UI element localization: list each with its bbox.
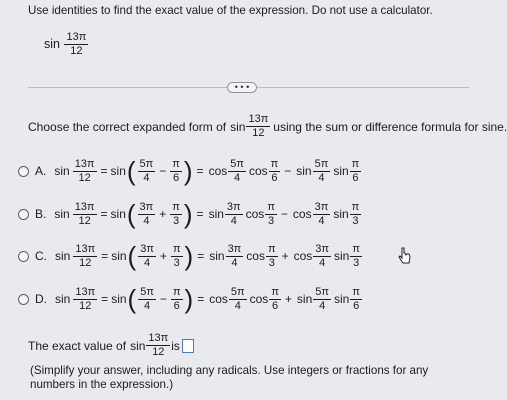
rhs-fraction <box>313 244 331 269</box>
rhs-fn: sin <box>333 207 349 221</box>
rhs-fraction-den: 4 <box>319 256 326 269</box>
inner-b <box>170 159 182 184</box>
inner-b-den: 6 <box>173 171 180 184</box>
rhs-fraction-num: π <box>270 157 279 170</box>
inner-a-den: 4 <box>143 214 150 227</box>
rhs-fraction <box>350 202 362 227</box>
inner-operator: + <box>159 249 167 263</box>
sin-fn: sin <box>110 164 126 178</box>
rhs-fraction-num: π <box>267 242 276 255</box>
prompt-pre: Choose the correct expanded form of <box>28 119 227 134</box>
rhs-operator: + <box>281 249 289 263</box>
rhs-fraction-num: π <box>352 285 360 298</box>
radio-button[interactable] <box>18 294 29 305</box>
rhs-fraction-num: 3π <box>227 242 242 255</box>
rhs-fn: sin <box>333 164 349 178</box>
rhs-fraction-den: 3 <box>268 256 275 269</box>
rhs-fn: sin <box>208 207 224 221</box>
left-paren: ( <box>127 241 137 271</box>
answer-pre: The exact value of <box>28 338 127 353</box>
lhs-fraction-den: 12 <box>79 299 92 312</box>
inner-a-den: 4 <box>144 299 151 312</box>
answer-num: 13π <box>148 332 169 344</box>
option-c[interactable] <box>18 243 363 269</box>
rhs-fraction <box>313 202 331 227</box>
option-letter: D. <box>35 292 47 306</box>
radio-button[interactable] <box>18 209 29 220</box>
option-a[interactable] <box>18 158 362 184</box>
right-paren: ) <box>183 199 193 229</box>
inner-a-num: 3π <box>140 242 154 255</box>
rhs-fraction-num: π <box>267 200 275 213</box>
rhs-fraction-num: π <box>351 200 360 213</box>
inner-a <box>138 287 156 312</box>
rhs-fraction-num: 5π <box>314 157 329 170</box>
lhs-fraction-num: 13π <box>75 242 96 255</box>
left-paren: ( <box>126 156 136 186</box>
rhs-fraction-num: π <box>352 242 360 255</box>
rhs-fraction <box>225 202 243 227</box>
inner-operator: − <box>159 292 167 306</box>
hint-text: (Simplify your answer, including any radicals. Use integers or fractions for any numbers in the expression.) <box>30 364 429 391</box>
option-b[interactable] <box>18 201 362 227</box>
inner-b-num: π <box>172 200 180 213</box>
expression-fn: sin <box>44 36 60 51</box>
sin-fn: sin <box>111 292 127 306</box>
lhs-fraction <box>73 244 97 269</box>
inner-a-num: 3π <box>139 200 154 213</box>
rhs-fn: cos <box>249 292 269 306</box>
lhs-fraction <box>73 159 97 184</box>
right-paren: ) <box>183 156 193 186</box>
inner-a-num: 5π <box>140 285 154 298</box>
rhs-fraction-den: 4 <box>231 256 238 269</box>
inner-a-num: 5π <box>139 157 154 170</box>
answer-is: is <box>171 338 180 353</box>
inner-a-den: 4 <box>143 171 150 184</box>
lhs-fraction-num: 13π <box>74 157 95 170</box>
equals-sign: = <box>197 249 205 263</box>
inner-b-den: 3 <box>173 256 180 269</box>
rhs-fraction-num: 3π <box>315 242 329 255</box>
inner-b-den: 3 <box>173 214 180 227</box>
right-paren: ) <box>184 284 194 314</box>
lhs-fraction <box>73 287 97 312</box>
expression-den: 12 <box>70 45 83 57</box>
rhs-fraction-den: 4 <box>319 299 326 312</box>
right-paren: ) <box>184 241 194 271</box>
rhs-fraction-num: π <box>271 285 279 298</box>
answer-line <box>28 333 194 358</box>
rhs-fn: cos <box>209 292 228 306</box>
lhs-fn: sin <box>54 207 70 221</box>
rhs-fraction-den: 3 <box>352 214 359 227</box>
rhs-fraction-den: 3 <box>268 214 275 227</box>
rhs-fn: cos <box>248 164 268 178</box>
rhs-fraction <box>269 159 281 184</box>
rhs-fraction <box>313 159 331 184</box>
inner-b-den: 6 <box>173 299 180 312</box>
equals-sign: = <box>100 207 108 221</box>
answer-den: 12 <box>152 346 165 358</box>
rhs-fn: cos <box>292 207 312 221</box>
prompt-fn: sin <box>230 119 246 134</box>
rhs-fn: cos <box>246 249 265 263</box>
inner-b <box>171 244 183 269</box>
expression-num: 13π <box>66 31 87 43</box>
rhs-fn: sin <box>296 164 312 178</box>
rhs-fraction-den: 6 <box>353 299 360 312</box>
expand-more-button[interactable]: • • • <box>227 82 257 93</box>
lhs-fraction-num: 13π <box>75 285 96 298</box>
rhs-fn: cos <box>293 249 313 263</box>
option-letter: B. <box>35 207 47 221</box>
rhs-fn: sin <box>333 249 350 263</box>
inner-b <box>171 287 183 312</box>
sin-fn: sin <box>111 249 127 263</box>
prompt-num: 13π <box>248 113 269 125</box>
answer-fn: sin <box>130 338 146 353</box>
rhs-fraction <box>265 202 277 227</box>
question-prompt <box>28 114 507 139</box>
rhs-fraction-den: 4 <box>234 171 241 184</box>
inner-a <box>138 202 156 227</box>
rhs-fn: cos <box>208 164 228 178</box>
left-paren: ( <box>126 199 136 229</box>
rhs-fraction-num: 3π <box>314 200 329 213</box>
rhs-fraction <box>350 159 362 184</box>
prompt-post: using the sum or difference formula for sine. <box>273 119 507 134</box>
lhs-fraction-den: 12 <box>78 171 91 184</box>
lhs-fraction <box>73 202 97 227</box>
inner-a <box>138 244 156 269</box>
rhs-fraction <box>229 287 247 312</box>
rhs-fraction-den: 6 <box>271 171 278 184</box>
equals-sign: = <box>101 249 109 263</box>
answer-input[interactable] <box>182 339 194 353</box>
rhs-fraction <box>313 287 331 312</box>
expression-fraction <box>64 32 88 57</box>
answer-fraction <box>146 333 170 358</box>
lhs-fraction-den: 12 <box>79 256 92 269</box>
rhs-fraction-num: 3π <box>226 200 241 213</box>
rhs-fraction-den: 6 <box>352 171 359 184</box>
equals-sign: = <box>196 164 204 178</box>
rhs-fraction <box>350 244 362 269</box>
rhs-fraction-den: 4 <box>230 214 237 227</box>
prompt-den: 12 <box>252 127 265 139</box>
rhs-fraction <box>228 159 246 184</box>
prompt-fraction <box>246 114 270 139</box>
rhs-fn: cos <box>245 207 265 221</box>
equals-sign: = <box>101 292 109 306</box>
rhs-fn: sin <box>296 292 313 306</box>
sin-fn: sin <box>110 207 126 221</box>
rhs-fn: sin <box>333 292 350 306</box>
expression <box>44 32 89 57</box>
instruction-text: Use identities to find the exact value of the expression. Do not use a calculator. <box>28 4 433 17</box>
lhs-fraction-num: 13π <box>74 200 95 213</box>
pointer-cursor-icon <box>398 247 412 265</box>
equals-sign: = <box>197 292 205 306</box>
equals-sign: = <box>100 164 108 178</box>
rhs-operator: − <box>284 164 292 178</box>
equals-sign: = <box>196 207 204 221</box>
rhs-fraction-den: 6 <box>272 299 279 312</box>
rhs-fraction <box>266 244 278 269</box>
rhs-fraction <box>269 287 281 312</box>
rhs-fraction <box>226 244 244 269</box>
inner-b-num: π <box>172 285 181 298</box>
rhs-fraction <box>350 287 362 312</box>
rhs-fraction-num: 5π <box>230 157 244 170</box>
option-letter: A. <box>35 164 47 178</box>
lhs-fn: sin <box>55 249 71 263</box>
inner-b <box>170 202 182 227</box>
rhs-fraction-den: 3 <box>353 256 360 269</box>
inner-operator: + <box>159 207 167 221</box>
inner-b-num: π <box>172 242 181 255</box>
rhs-fraction-den: 4 <box>318 214 325 227</box>
lhs-fraction-den: 12 <box>78 214 91 227</box>
radio-button[interactable] <box>18 251 29 262</box>
option-d[interactable] <box>18 286 363 312</box>
left-paren: ( <box>127 284 137 314</box>
rhs-fraction-num: 5π <box>315 285 329 298</box>
rhs-operator: − <box>280 207 288 221</box>
rhs-fraction-den: 4 <box>318 171 325 184</box>
inner-operator: − <box>159 164 167 178</box>
lhs-fn: sin <box>54 164 70 178</box>
rhs-operator: + <box>284 292 292 306</box>
radio-button[interactable] <box>18 166 29 177</box>
rhs-fraction-num: π <box>351 157 360 170</box>
rhs-fn: sin <box>209 249 225 263</box>
option-letter: C. <box>35 249 47 263</box>
rhs-fraction-den: 4 <box>234 299 241 312</box>
lhs-fn: sin <box>55 292 71 306</box>
inner-a <box>138 159 156 184</box>
inner-b-num: π <box>172 157 180 170</box>
inner-a-den: 4 <box>144 256 151 269</box>
rhs-fraction-num: 5π <box>230 285 245 298</box>
